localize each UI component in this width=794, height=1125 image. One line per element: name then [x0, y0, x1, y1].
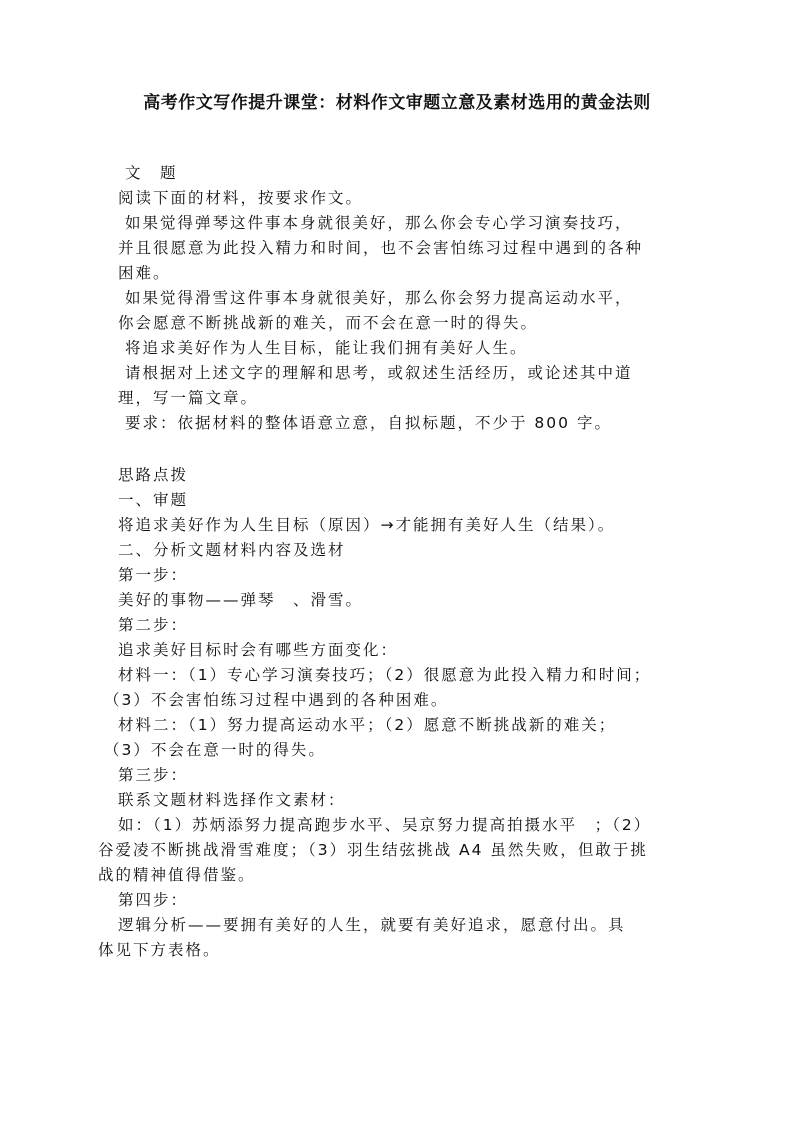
paragraph-line: 一、审题 — [118, 491, 189, 509]
paragraph-line: 材料二：（1）努力提高运动水平；（2）愿意不断挑战新的难关； — [118, 716, 617, 734]
paragraph-line: 美好的事物——弹琴 、滑雪。 — [118, 591, 364, 609]
paragraph-line: 材料一：（1）专心学习演奏技巧；（2）很愿意为此投入精力和时间； — [118, 666, 652, 684]
paragraph-line: 如：（1）苏炳添努力提高跑步水平、吴京努力提高拍摄水平 ；（2） — [118, 816, 652, 834]
paragraph-line: 追求美好目标时会有哪些方面变化： — [118, 641, 399, 659]
paragraph-line: 阅读下面的材料，按要求作文。 — [118, 189, 364, 207]
paragraph-line: 第四步： — [118, 891, 189, 909]
paragraph-line: 请根据对上述文字的理解和思考，或叙述生活经历，或论述其中道 — [125, 364, 633, 382]
paragraph-line: （3）不会在意一时的得失。 — [104, 741, 326, 759]
paragraph-line: 理，写一篇文章。 — [118, 389, 259, 407]
paragraph-line: 第三步： — [118, 766, 189, 784]
paragraph-line: 困难。 — [118, 264, 171, 282]
paragraph-line: 战的精神值得借鉴。 — [98, 866, 256, 884]
paragraph-line: 你会愿意不断挑战新的难关，而不会在意一时的得失。 — [118, 314, 539, 332]
paragraph-line: 二、分析文题材料内容及选材 — [118, 541, 346, 559]
paragraph-line: 将追求美好作为人生目标（原因）→才能拥有美好人生（结果）。 — [118, 516, 616, 534]
section-heading-prompt: 文 题 — [125, 164, 178, 182]
document-body — [98, 161, 688, 963]
paragraph-line: 并且很愿意为此投入精力和时间，也不会害怕练习过程中遇到的各种 — [118, 239, 644, 257]
section-heading-approach: 思路点拨 — [118, 466, 189, 484]
paragraph-line: 体见下方表格。 — [98, 941, 221, 959]
section-spacer — [118, 436, 688, 463]
paragraph-line: 逻辑分析——要拥有美好的人生，就要有美好追求，愿意付出。具 — [118, 916, 626, 934]
paragraph-line: 联系文题材料选择作文素材： — [118, 791, 346, 809]
paragraph-line: 第一步： — [118, 566, 189, 584]
paragraph-line: 第二步： — [118, 616, 189, 634]
paragraph-line: 如果觉得滑雪这件事本身就很美好，那么你会努力提高运动水平， — [125, 289, 633, 307]
paragraph-line: 将追求美好作为人生目标，能让我们拥有美好人生。 — [125, 339, 528, 357]
paragraph-line: （3）不会害怕练习过程中遇到的各种困难。 — [104, 691, 449, 709]
paragraph-line: 谷爱凌不断挑战滑雪难度；（3）羽生结弦挑战 A4 虽然失败，但敢于挑 — [98, 841, 648, 859]
document-title: 高考作文写作提升课堂：材料作文审题立意及素材选用的黄金法则 — [143, 93, 651, 113]
paragraph-line: 如果觉得弹琴这件事本身就很美好，那么你会专心学习演奏技巧， — [125, 214, 633, 232]
paragraph-line: 要求：依据材料的整体语意立意，自拟标题，不少于 800 字。 — [125, 414, 612, 432]
